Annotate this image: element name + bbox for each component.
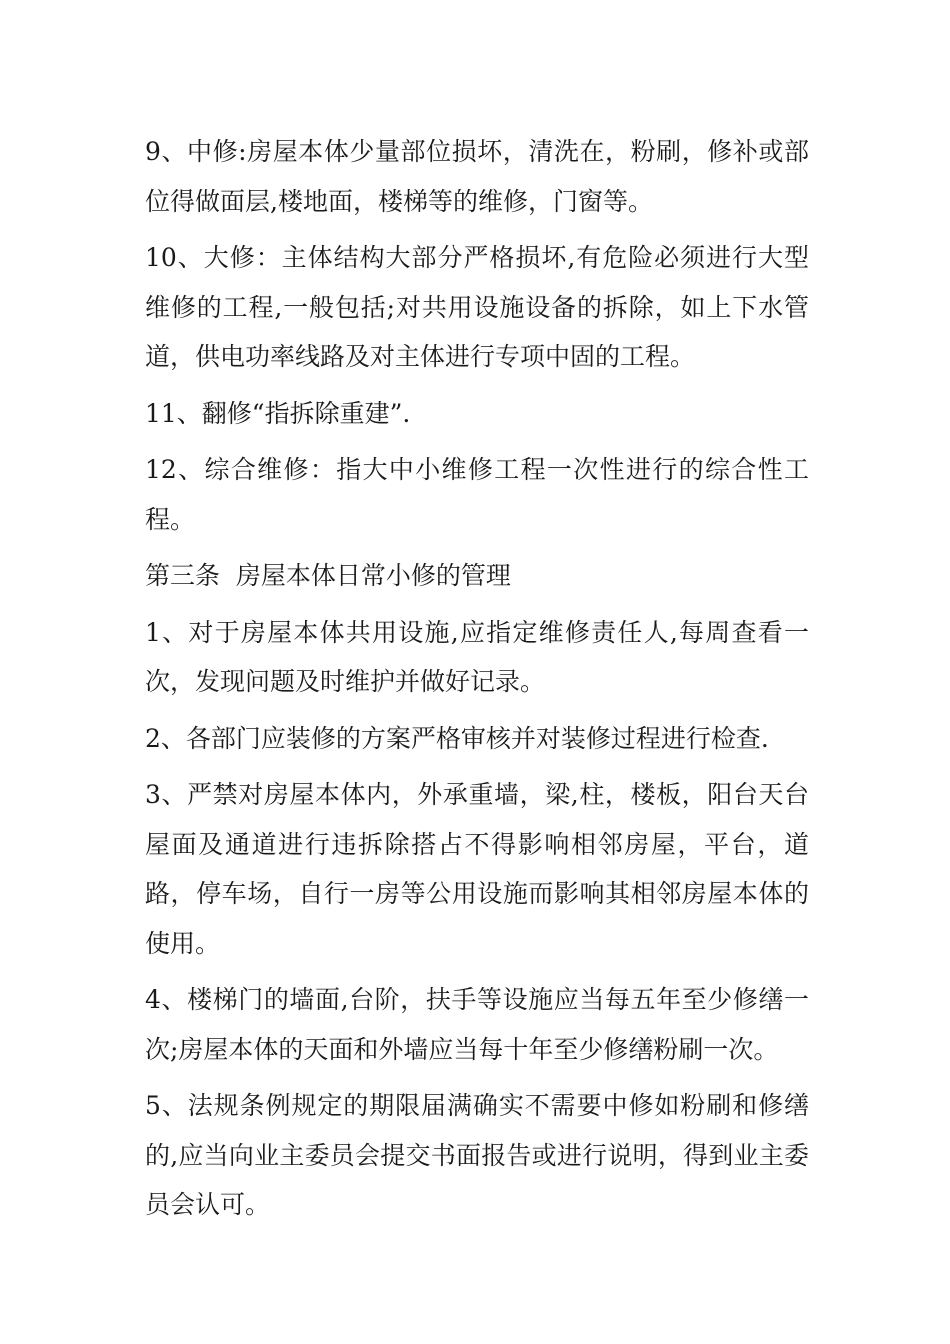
paragraph-rule-3: 3、严禁对房屋本体内，外承重墙，梁,柱，楼板，阳台天台屋面及通道进行违拆除搭占不得影响相邻房屋，平台，道路，停车场，自行一房等公用设施而影响其相邻房屋本体的使用。 (145, 780, 809, 958)
paragraph-item-9: 9、中修:房屋本体少量部位损坏，清洗在，粉刷，修补或部位得做面层,楼地面，楼梯等的维修，门窗等。 (145, 137, 809, 216)
paragraph-rule-2: 2、各部门应装修的方案严格审核并对装修过程进行检查. (145, 723, 769, 753)
paragraph-rule-1: 1、对于房屋本体共用设施,应指定维修责任人,每周查看一次，发现问题及时维护并做好记录。 (145, 617, 809, 696)
paragraph-rule-5: 5、法规条例规定的期限届满确实不需要中修如粉刷和修缮的,应当向业主委员会提交书面报告或进行说明，得到业主委员会认可。 (145, 1091, 809, 1219)
section-heading: 第三条 房屋本体日常小修的管理 (145, 561, 511, 590)
document-page (145, 127, 809, 1237)
paragraph-item-10: 10、大修：主体结构大部分严格损坏,有危险必须进行大型维修的工程,一般包括;对共用设施设备的拆除，如上下水管道，供电功率线路及对主体进行专项中固的工程。 (145, 243, 809, 371)
paragraph-item-11: 11、翻修“指拆除重建”. (145, 398, 411, 428)
paragraph-rule-4: 4、楼梯门的墙面,台阶，扶手等设施应当每五年至少修缮一次;房屋本体的天面和外墙应当每十年至少修缮粉刷一次。 (145, 985, 809, 1064)
paragraph-item-12: 12、综合维修：指大中小维修工程一次性进行的综合性工程。 (145, 455, 809, 534)
